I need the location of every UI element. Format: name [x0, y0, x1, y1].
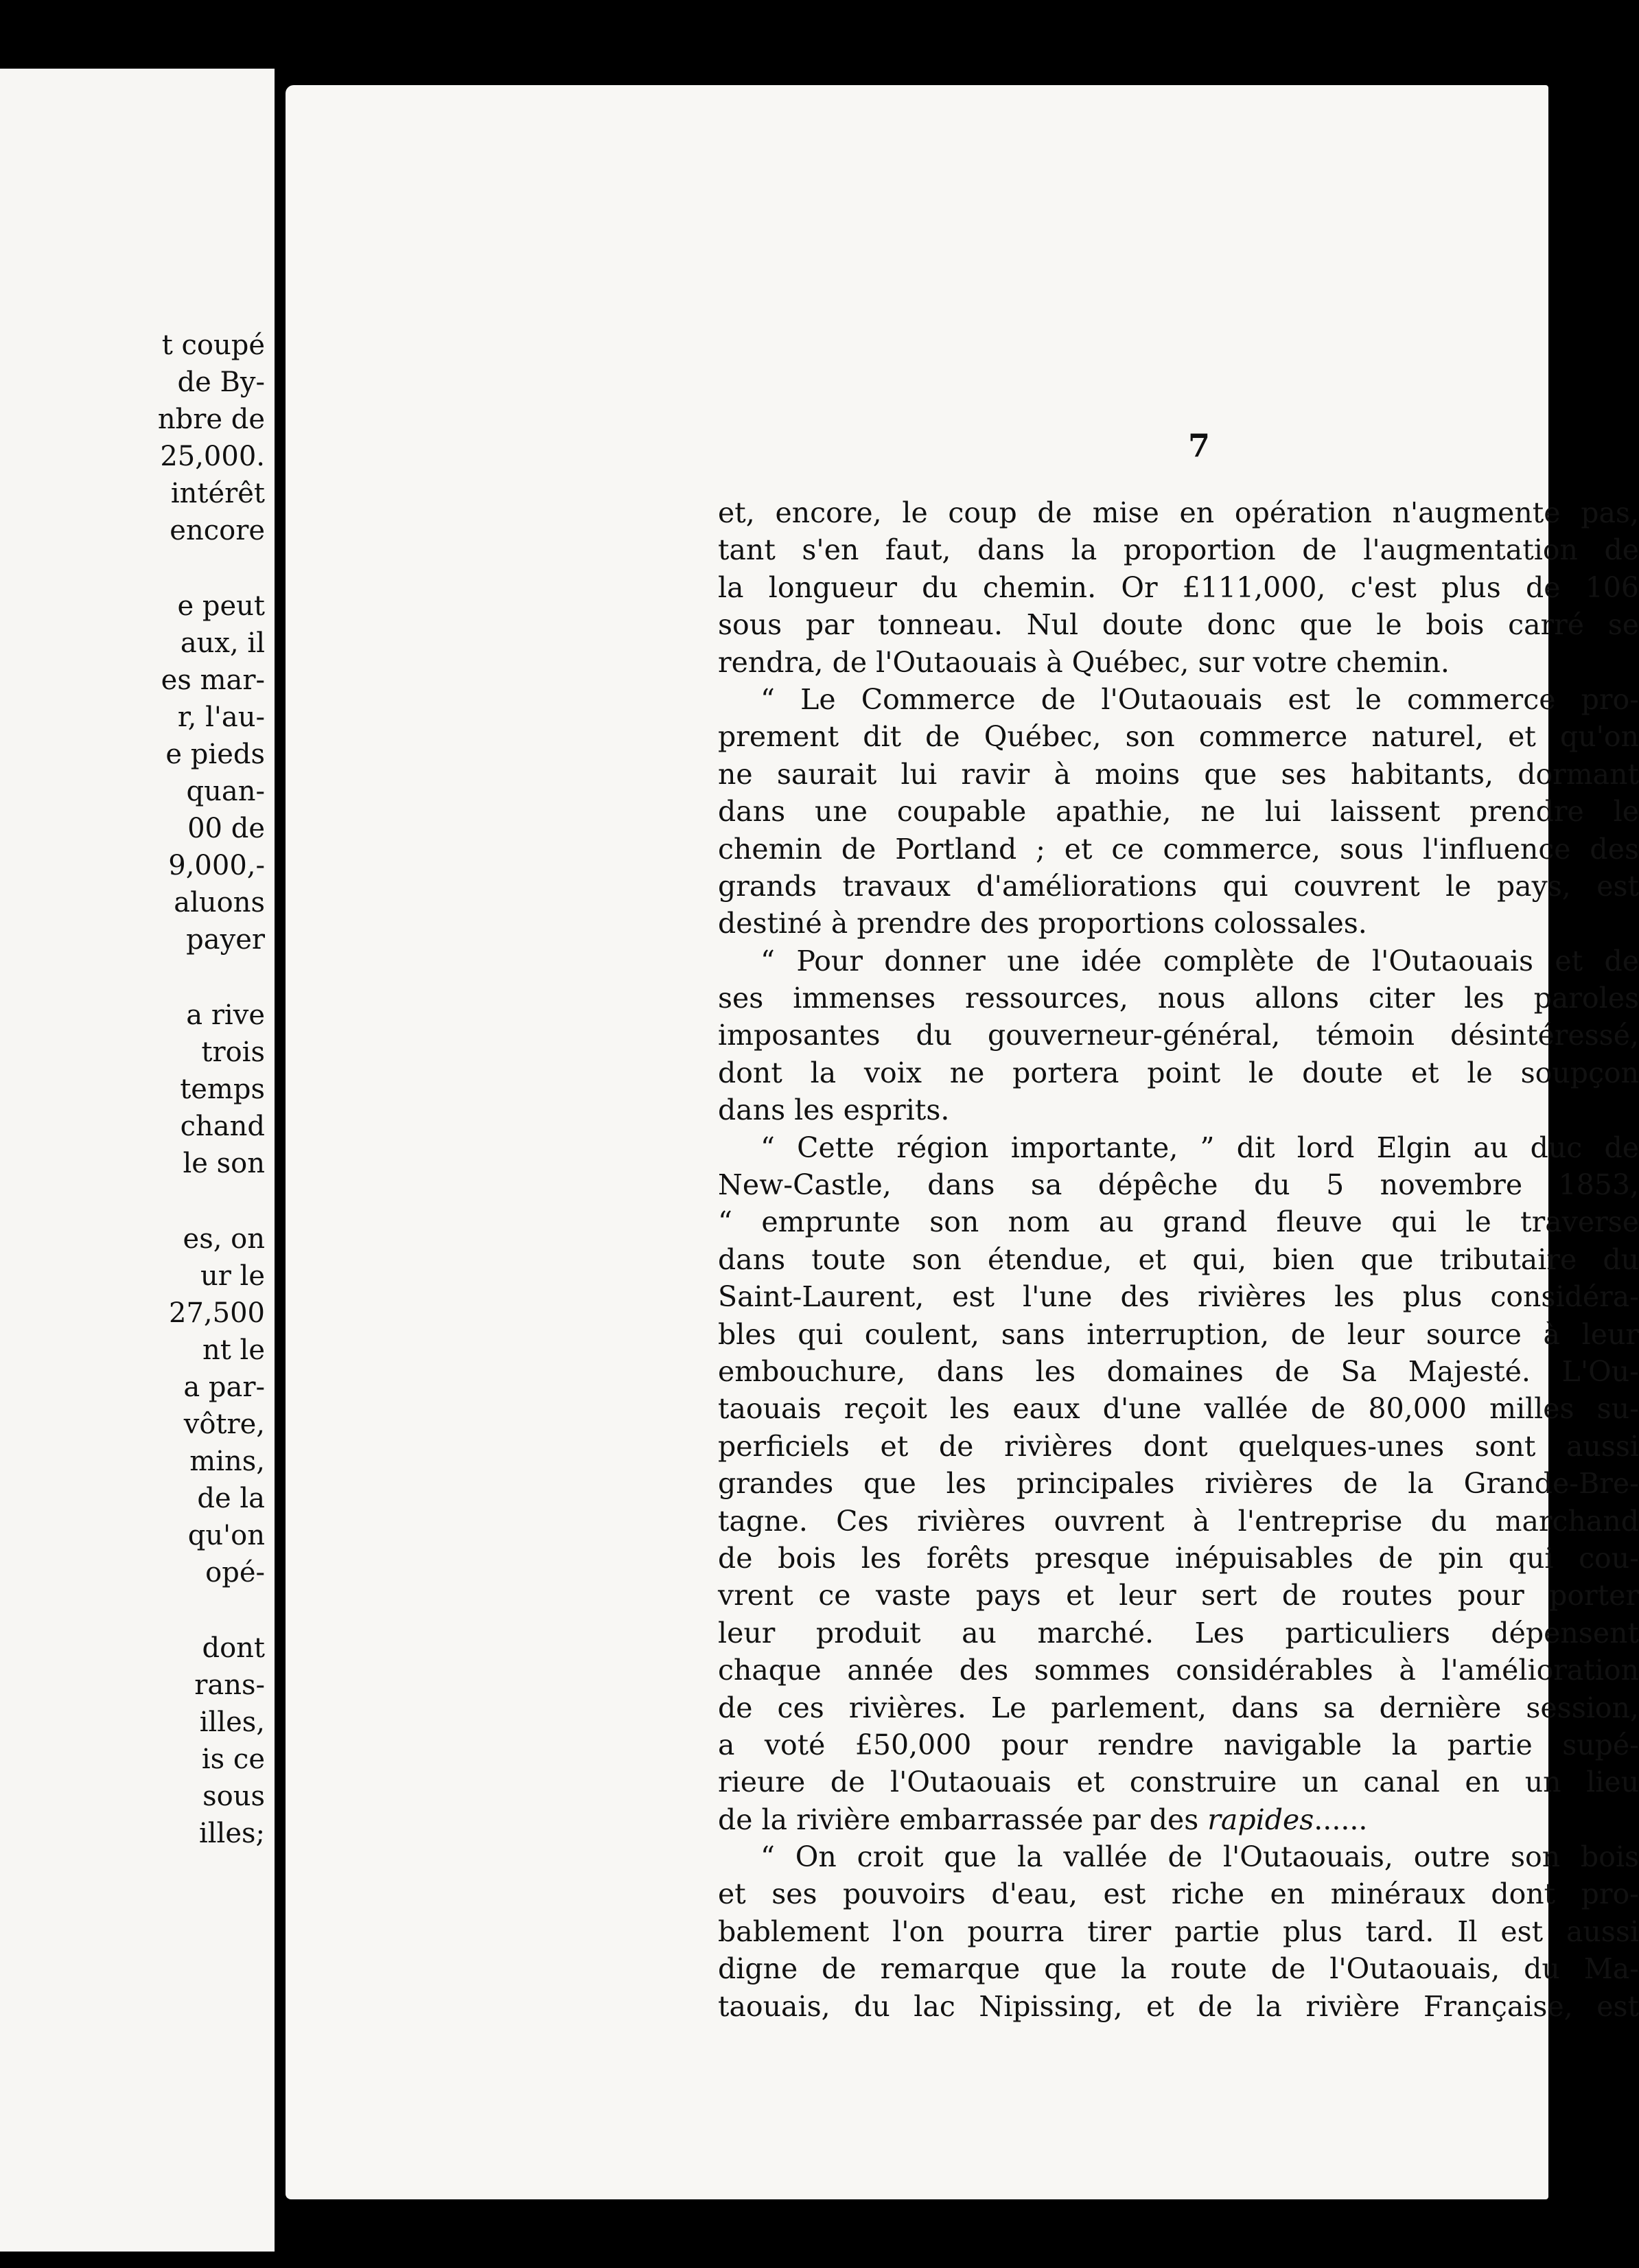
text-line: dans une coupable apathie, ne lui laissent prendre le	[718, 795, 1639, 829]
left-page-line: es mar-	[161, 664, 265, 696]
left-page-line: nt le	[202, 1334, 265, 1366]
left-page-fragment	[0, 69, 275, 2252]
text-line: “ emprunte son nom au grand fleuve qui le traverse	[718, 1205, 1639, 1239]
text-line: chaque année des sommes considérables à l'amélioration	[718, 1654, 1639, 1687]
left-page-line: a rive	[186, 999, 265, 1031]
left-page-line: temps	[180, 1074, 265, 1105]
text-line: imposantes du gouverneur-général, témoin désintéressé,	[718, 1019, 1639, 1052]
text-line: dans les esprits.	[718, 1094, 950, 1127]
text-line: taouais reçoit les eaux d'une vallée de 80,000 milles su-	[718, 1392, 1639, 1426]
text-run: ......	[1314, 1803, 1368, 1836]
text-line: vrent ce vaste pays et leur sert de routes pour porter	[718, 1579, 1639, 1612]
text-line	[718, 1801, 1639, 1838]
left-page-line: qu'on	[187, 1520, 265, 1551]
left-page-line: 25,000.	[160, 441, 265, 472]
text-line: digne de remarque que la route de l'Outaouais, du Ma-	[718, 1952, 1639, 1986]
text-line: embouchure, dans les domaines de Sa Majesté. L'Ou-	[718, 1354, 1639, 1388]
text-line: bles qui coulent, sans interruption, de leur source à leur	[718, 1317, 1639, 1351]
left-page-line: 27,500	[169, 1297, 265, 1329]
left-page-line: r, l'au-	[177, 702, 265, 733]
text-line: grands travaux d'améliorations qui couvrent le pays, est	[718, 869, 1639, 903]
left-page-line: encore	[170, 515, 265, 546]
text-line: taouais, du lac Nipissing, et de la rivière Française, est	[718, 1989, 1639, 2023]
text-line: sous par tonneau. Nul doute donc que le bois carré se	[718, 608, 1639, 642]
text-line: rendra, de l'Outaouais à Québec, sur votre chemin.	[718, 645, 1450, 679]
left-page-line: es, on	[183, 1223, 265, 1255]
left-page-line: de la	[197, 1483, 265, 1514]
left-page-line: mins,	[189, 1446, 265, 1477]
left-page-line: payer	[186, 924, 265, 956]
left-page-line: 00 de	[187, 813, 265, 844]
text-line: “ Pour donner une idée complète de l'Outaouais et de	[760, 944, 1639, 977]
left-page-line: e peut	[177, 590, 265, 622]
left-page-line: aluons	[174, 887, 265, 918]
text-line: et, encore, le coup de mise en opération n'augmente pas,	[718, 496, 1639, 529]
left-page-line: illes;	[198, 1818, 265, 1849]
text-line: bablement l'on pourra tirer partie plus tard. Il est aussi	[718, 1914, 1639, 1948]
text-line: chemin de Portland ; et ce commerce, sous l'influence des	[718, 832, 1639, 866]
text-line: tagne. Ces rivières ouvrent à l'entreprise du marchand	[718, 1504, 1639, 1538]
left-page-line: a par-	[183, 1372, 265, 1403]
right-page	[286, 85, 1639, 2199]
text-line: ses immenses ressources, nous allons citer les paroles	[718, 982, 1639, 1015]
left-page-line: ur le	[200, 1260, 265, 1292]
text-line: perficiels et de rivières dont quelques-unes sont aussi	[718, 1429, 1639, 1463]
left-page-line: nbre de	[157, 404, 265, 435]
text-line: New-Castle, dans sa dépêche du 5 novembre 1853,	[718, 1168, 1639, 1202]
text-line: la longueur du chemin. Or £111,000, c'est plus de 106	[718, 570, 1639, 604]
text-line: leur produit au marché. Les particuliers dépensent	[718, 1616, 1639, 1650]
left-page-line: vôtre,	[183, 1409, 265, 1440]
text-line: “ Cette région importante, ” dit lord Elgin au duc de	[760, 1131, 1639, 1164]
text-line: de ces rivières. Le parlement, dans sa dernière session,	[718, 1691, 1639, 1724]
text-line: prement dit de Québec, son commerce naturel, et qu'on	[718, 720, 1639, 754]
text-line: tant s'en faut, dans la proportion de l'augmentation de	[718, 533, 1639, 567]
text-run: de la rivière embarrassée par des	[718, 1803, 1208, 1836]
left-page-line: le son	[183, 1148, 265, 1179]
text-line: Saint-Laurent, est l'une des rivières les plus considéra-	[718, 1280, 1639, 1314]
left-page-line: is ce	[201, 1744, 265, 1775]
text-line: ne saurait lui ravir à moins que ses habitants, dormant	[718, 757, 1639, 791]
text-line: “ On croit que la vallée de l'Outaouais, outre son bois	[760, 1840, 1639, 1874]
left-page-line: t coupé	[161, 329, 265, 361]
italic-word: rapides	[1207, 1803, 1314, 1836]
left-page-line: chand	[180, 1111, 265, 1142]
text-line: de bois les forêts presque inépuisables de pin qui cou-	[718, 1541, 1639, 1575]
text-line: dont la voix ne portera point le doute et le soupçon	[718, 1056, 1639, 1089]
text-line: grandes que les principales rivières de la Grande-Bre-	[718, 1467, 1639, 1501]
left-page-line: e pieds	[165, 739, 265, 770]
text-line: “ Le Commerce de l'Outaouais est le commerce pro-	[760, 682, 1639, 716]
body-text	[718, 494, 1639, 2025]
left-page-line: de By-	[177, 367, 265, 398]
text-line: destiné à prendre des proportions colossales.	[718, 907, 1367, 940]
left-page-line: sous	[202, 1781, 265, 1812]
text-line: rieure de l'Outaouais et construire un canal en un lieu	[718, 1766, 1639, 1799]
page-number: 7	[1188, 427, 1211, 464]
left-page-line: aux, il	[180, 627, 265, 659]
text-line: dans toute son étendue, et qui, bien que tributaire du	[718, 1242, 1639, 1276]
left-page-line: illes,	[199, 1706, 265, 1738]
left-page-line: dont	[202, 1632, 265, 1664]
left-page-line: opé-	[205, 1557, 265, 1588]
text-line: a voté £50,000 pour rendre navigable la partie supé-	[718, 1728, 1639, 1761]
left-page-line: rans-	[194, 1669, 265, 1701]
left-page-line: intérêt	[170, 478, 265, 509]
left-page-line: trois	[201, 1037, 265, 1068]
left-page-line: quan-	[186, 776, 265, 807]
left-page-line: 9,000,-	[168, 850, 265, 881]
text-line: et ses pouvoirs d'eau, est riche en minéraux dont pro-	[718, 1877, 1639, 1911]
